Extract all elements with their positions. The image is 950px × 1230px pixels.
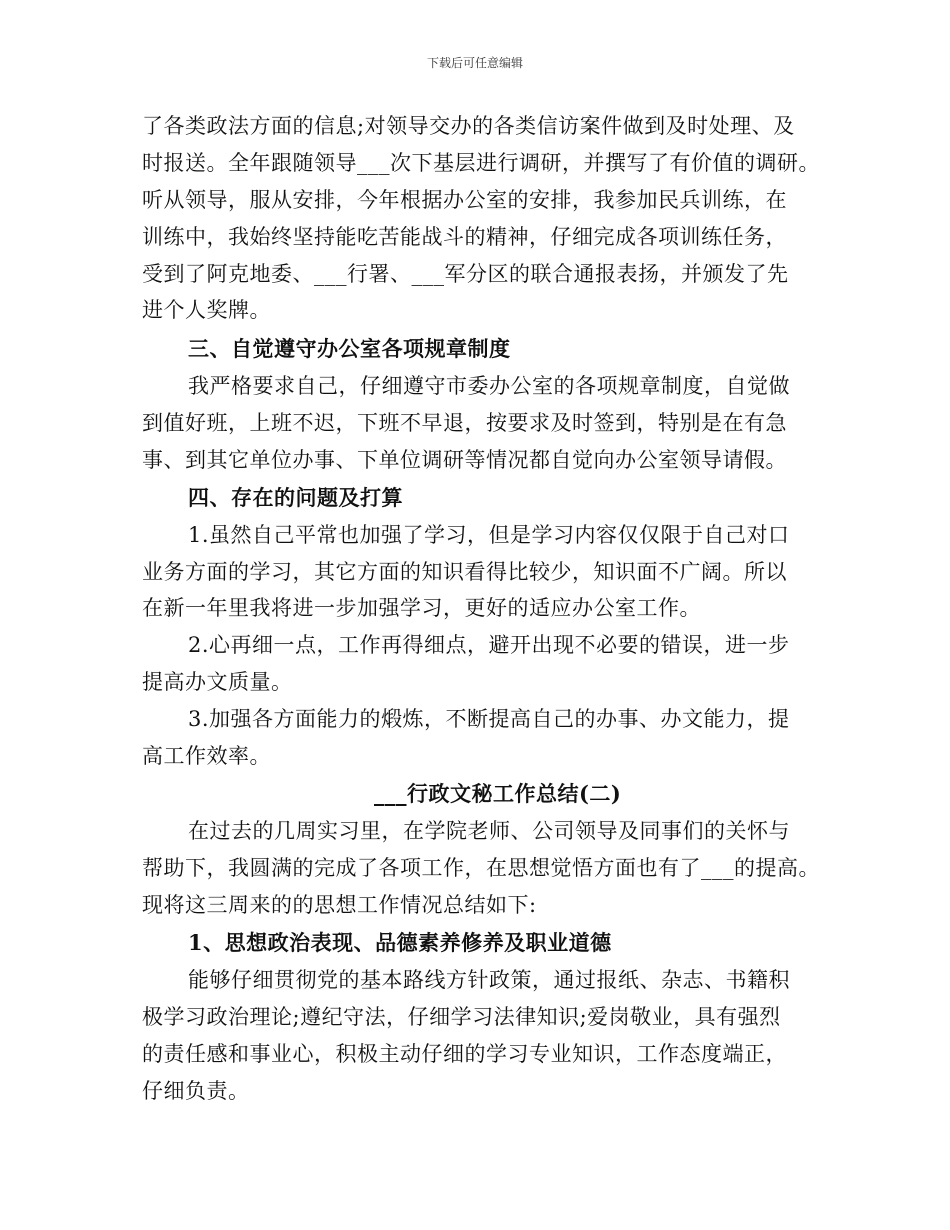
text-line: 到值好班，上班不迟，下班不早退，按要求及时签到，特别是在有急 [142,411,787,435]
text-line: 帮助下，我圆满的完成了各项工作，在思想觉悟方面也有了___的提高。 [142,856,820,880]
text-line: 极学习政治理论;遵纪守法，仔细学习法律知识;爱岗敬业，具有强烈 [142,1005,781,1029]
text-line: 提高办文质量。 [142,670,293,694]
text-line: 听从领导，服从安排，今年根据办公室的安排，我参加民兵训练，在 [142,188,787,212]
text-line: 2.心再细一点，工作再得细点，避开出现不必要的错误，进一步 [188,633,790,657]
text-line: 训练中，我始终坚持能吃苦能战斗的精神，仔细完成各项训练任务， [142,225,787,249]
text-line: 的责任感和事业心，积极主动仔细的学习专业知识，工作态度端正， [142,1042,787,1066]
text-line: 高工作效率。 [142,744,271,768]
text-line: 在过去的几周实习里，在学院老师、公司领导及同事们的关怀与 [188,819,790,843]
text-line: 了各类政法方面的信息;对领导交办的各类信访案件做到及时处理、及 [142,114,795,138]
text-line: 在新一年里我将进一步加强学习，更好的适应办公室工作。 [142,596,701,620]
text-line: 业务方面的学习，其它方面的知识看得比较少，知识面不广阔。所以 [142,560,787,584]
page-header: 下载后可任意编辑 [426,56,523,70]
text-line: 能够仔细贯彻党的基本路线方针政策，通过报纸、杂志、书籍积 [188,968,790,992]
text-line: 受到了阿克地委、___行署、___军分区的联合通报表扬，并颁发了先 [142,262,789,286]
text-line: 3.加强各方面能力的煅炼，不断提高自己的办事、办文能力，提 [188,707,790,731]
text-line: 我严格要求自己，仔细遵守市委办公室的各项规章制度，自觉做 [188,374,790,398]
text-line: 进个人奖牌。 [142,298,271,322]
text-line: 现将这三周来的的思想工作情况总结如下: [142,893,537,917]
text-line: 1.虽然自己平常也加强了学习，但是学习内容仅仅限于自己对口 [188,523,790,547]
document-title: ___行政文秘工作总结(二) [374,781,622,806]
text-line: 事、到其它单位办事、下单位调研等情况都自觉向办公室领导请假。 [142,448,787,472]
section-heading: 1、思想政治表现、品德素养修养及职业道德 [188,930,612,955]
section-heading: 四、存在的问题及打算 [188,485,403,510]
text-line: 时报送。全年跟随领导___次下基层进行调研，并撰写了有价值的调研。 [142,151,820,175]
section-heading: 三、自觉遵守办公室各项规章制度 [188,336,511,361]
text-line: 仔细负责。 [142,1079,250,1103]
